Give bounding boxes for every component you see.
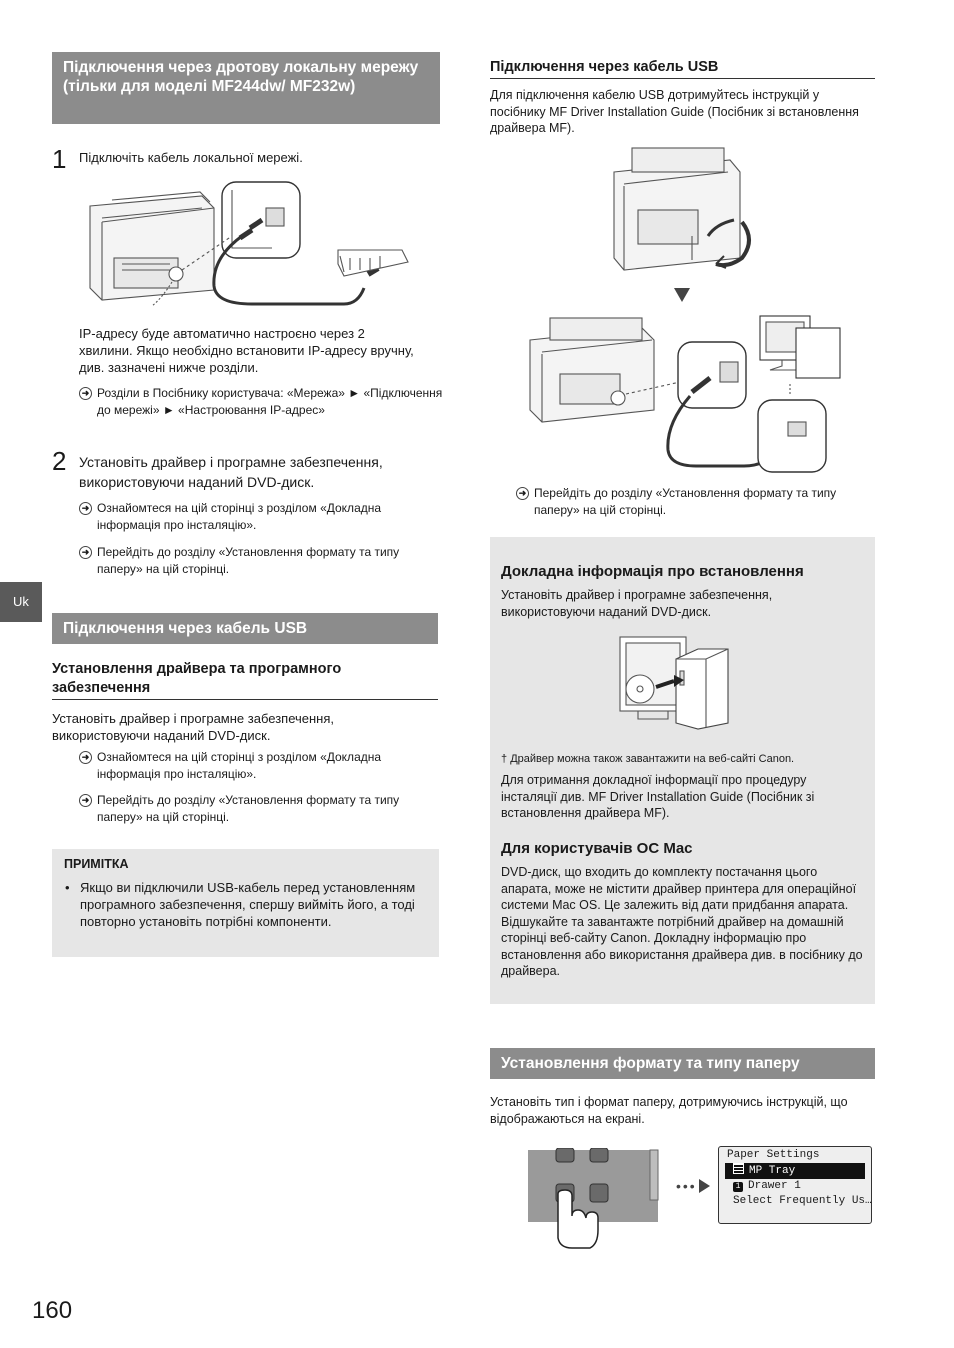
step-2-number: 2 — [52, 446, 67, 476]
lan-connection-illustration — [82, 178, 412, 318]
lcd-item-drawer-1-label: Drawer 1 — [748, 1180, 801, 1192]
install-details-heading: Докладна інформація про встановлення — [501, 563, 804, 580]
mac-users-heading: Для користувачів ОС Mac — [501, 840, 693, 857]
page-number: 160 — [32, 1297, 73, 1324]
lcd-item-drawer-1[interactable] — [725, 1179, 865, 1194]
install-driver-text: Установіть драйвер і програмне забезпечення, використовуючи наданий DVD-диск. — [52, 711, 335, 743]
note-text: Якщо ви підключили USB-кабель перед установленням програмного забезпечення, спершу вийміть його, а тоді повторно установіть потрібні компоненти. — [80, 880, 416, 929]
step-1-text: Підключіть кабель локальної мережі. — [79, 150, 303, 165]
wired-lan-banner: Підключення через дротову локальну мережу (тільки для моделі MF244dw/ MF232w) — [52, 52, 440, 124]
note-bullet: • — [65, 880, 70, 895]
usb-reference — [516, 485, 879, 518]
install-driver-heading: Установлення драйвера та програмного забезпечення — [52, 660, 438, 700]
tray-icon — [733, 1163, 744, 1174]
lcd-item-mp-tray[interactable] — [725, 1163, 865, 1179]
install-reference-2 — [79, 792, 447, 825]
footnote-mark: † — [501, 753, 508, 765]
step-2-reference-2-text: Перейдіть до розділу «Установлення формату та типу паперу» на цій сторінці. — [97, 545, 400, 576]
install-details-text: Установіть драйвер і програмне забезпечення, використовуючи наданий DVD-диск. — [501, 588, 773, 619]
install-details-box — [490, 537, 875, 1004]
arrow-right-circle-icon: ➜ — [79, 751, 92, 764]
usb-connection-illustration — [520, 140, 850, 480]
step-2-reference-1 — [79, 500, 447, 533]
dots-arrow: ••• — [676, 1178, 710, 1194]
dvd-install-illustration — [618, 631, 736, 731]
step-2-reference-1-text: Ознайомтеся на цій сторінці з розділом «Докладна інформація про інсталяцію». — [97, 501, 382, 532]
install-reference-1 — [79, 749, 447, 782]
mac-users-text: DVD-диск, що входить до комплекту постачання цього апарата, може не містити драйвер принтера для операційної системи Mac OS. Це залежить від дати придбання апарата. Відшукайте та завантажте потрібний драйвер на домашній сторінці веб-сайту Canon. Докладну інформацію про встановлення або використання драйвера див. в посібнику до драйвера. — [501, 865, 863, 978]
lcd-title: Paper Settings — [727, 1149, 820, 1161]
step-2-reference-2 — [79, 544, 447, 577]
install-reference-2-text: Перейдіть до розділу «Установлення формату та типу паперу» на цій сторінці. — [97, 793, 400, 824]
usb-instructions-text: Для підключення кабелю USB дотримуйтесь інструкцій у посібнику MF Driver Installation Guide (Посібник зі встановлення драйвера MF). — [490, 88, 859, 135]
lcd-item-mp-tray-label: MP Tray — [749, 1165, 796, 1177]
arrow-right-circle-icon: ➜ — [516, 487, 529, 500]
lcd-screen — [718, 1146, 872, 1224]
footnote-text: Драйвер можна також завантажити на веб-сайті Canon. — [510, 753, 795, 765]
arrow-right-circle-icon: ➜ — [79, 546, 92, 559]
step-1-number: 1 — [52, 144, 67, 174]
arrow-right-circle-icon: ➜ — [79, 502, 92, 515]
lcd-item-select-frequent[interactable]: Select Frequently Us… — [733, 1195, 872, 1207]
language-tab: Uk — [0, 582, 42, 622]
arrow-right-circle-icon: ➜ — [79, 794, 92, 807]
step-2-text: Установіть драйвер і програмне забезпечення, використовуючи наданий DVD-диск. — [79, 454, 383, 490]
paper-settings-banner: Установлення формату та типу паперу — [490, 1048, 875, 1079]
note-box — [52, 849, 439, 957]
footnote — [501, 752, 861, 766]
note-title: ПРИМІТКА — [64, 857, 129, 871]
install-details-more: Для отримання докладної інформації про процедуру інсталяції див. MF Driver Installation Guide (Посібник зі встановлення драйвера MF). — [501, 773, 815, 820]
arrow-right-circle-icon: ➜ — [79, 387, 92, 400]
control-panel-illustration — [528, 1148, 660, 1250]
usb-heading-right: Підключення через кабель USB — [490, 58, 875, 79]
ip-auto-note: IP-адресу буде автоматично настроєно через 2 хвилини. Якщо необхідно встановити IP-адресу вручну, див. зазначені нижче розділи. — [79, 326, 414, 375]
drawer-number-icon: 1 — [733, 1182, 743, 1192]
ip-settings-reference — [79, 385, 447, 418]
usb-banner-left: Підключення через кабель USB — [52, 613, 438, 644]
usb-reference-text: Перейдіть до розділу «Установлення формату та типу паперу» на цій сторінці. — [534, 486, 837, 517]
ip-settings-reference-text: Розділи в Посібнику користувача: «Мережа» ► «Підключення до мережі» ► «Настроювання IP-адрес» — [97, 386, 443, 417]
install-reference-1-text: Ознайомтеся на цій сторінці з розділом «Докладна інформація про інсталяцію». — [97, 750, 382, 781]
paper-settings-text: Установіть тип і формат паперу, дотримуючись інструкцій, що відображаються на екрані. — [490, 1095, 848, 1126]
